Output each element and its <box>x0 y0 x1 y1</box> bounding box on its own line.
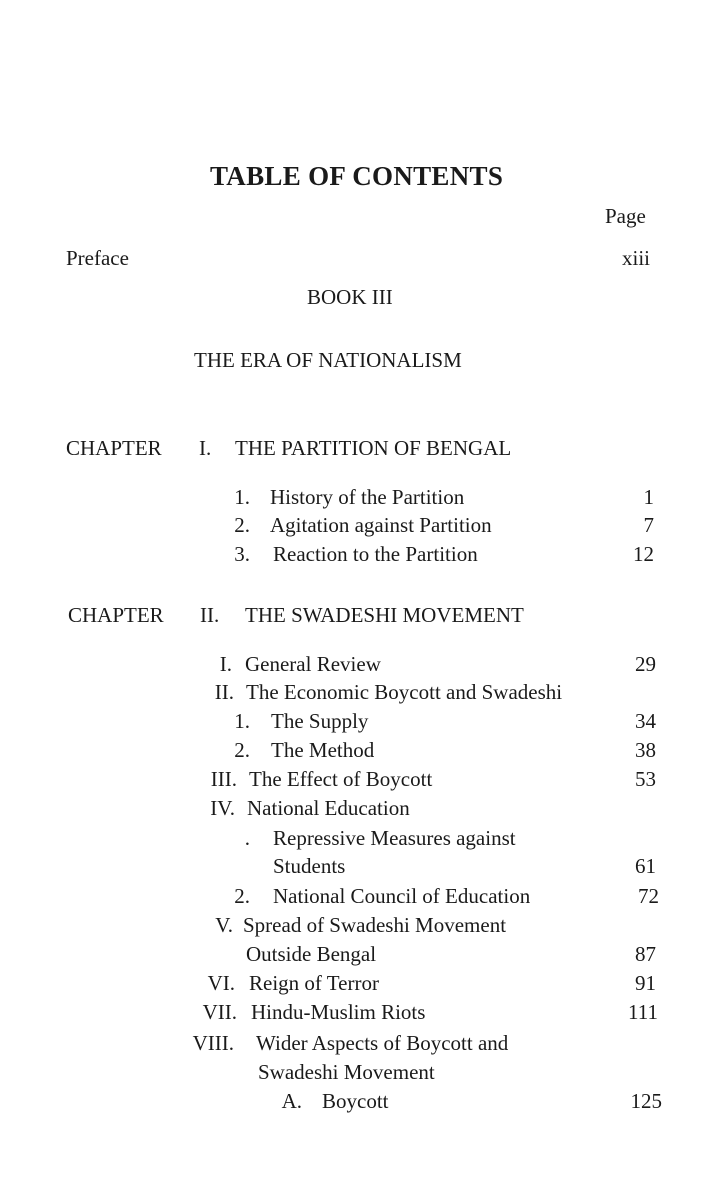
chapter-label: CHAPTER <box>68 603 164 627</box>
entry-text: National Council of Education <box>273 884 531 908</box>
entry-page: 12 <box>633 542 654 566</box>
preface-page: xiii <box>622 246 651 270</box>
entry-text: The Method <box>271 738 375 762</box>
entry-number: IV. <box>210 796 235 820</box>
entry-text: Wider Aspects of Boycott and <box>256 1031 509 1055</box>
entry-text: Hindu-Muslim Riots <box>251 1000 426 1024</box>
entry-page: 61 <box>635 854 656 878</box>
entry-page: 87 <box>635 942 656 966</box>
entry-page: 53 <box>635 767 656 791</box>
entry-text: Outside Bengal <box>246 942 377 966</box>
book-heading: BOOK III <box>307 285 393 309</box>
chapter-numeral: II. <box>200 603 220 627</box>
entry-page: 34 <box>635 709 656 733</box>
page-title: TABLE OF CONTENTS <box>210 161 504 191</box>
entry-number: VIII. <box>192 1031 234 1055</box>
entry-text: General Review <box>245 652 381 676</box>
entry-page: 125 <box>630 1089 662 1113</box>
chapter-title: THE PARTITION OF BENGAL <box>235 436 512 460</box>
entry-text: Students <box>273 854 346 878</box>
entry-number: VII. <box>202 1000 237 1024</box>
book-title: THE ERA OF NATIONALISM <box>194 348 462 372</box>
entry-text: The Economic Boycott and Swadeshi <box>246 680 563 704</box>
entry-number: 3. <box>234 542 250 566</box>
entry-number: 1. <box>234 709 250 733</box>
entry-text: Reign of Terror <box>249 971 379 995</box>
entry-page: 72 <box>638 884 659 908</box>
entry-number: VI. <box>207 971 235 995</box>
entry-text: Swadeshi Movement <box>258 1060 435 1084</box>
chapter-label: CHAPTER <box>66 436 162 460</box>
entry-text: Agitation against Partition <box>270 513 492 537</box>
entry-page: 38 <box>635 738 656 762</box>
entry-text: The Effect of Boycott <box>249 767 433 791</box>
entry-number: 1. <box>234 485 250 509</box>
entry-number: . <box>244 826 250 850</box>
page-column-header: Page <box>605 204 646 228</box>
chapter-title: THE SWADESHI MOVEMENT <box>245 603 524 627</box>
entry-page: 111 <box>628 1000 658 1024</box>
entry-text: History of the Partition <box>270 485 465 509</box>
entry-text: National Education <box>247 796 410 820</box>
entry-text: The Supply <box>271 709 369 733</box>
entry-number: 2. <box>234 884 250 908</box>
chapter-numeral: I. <box>199 436 212 460</box>
entry-number: 2. <box>234 513 250 537</box>
entry-page: 29 <box>635 652 656 676</box>
entry-text: Spread of Swadeshi Movement <box>243 913 507 937</box>
entry-page: 7 <box>643 513 654 537</box>
entry-text: Reaction to the Partition <box>273 542 478 566</box>
entry-number: III. <box>210 767 237 791</box>
entry-text: Boycott <box>322 1089 389 1113</box>
entry-number: 2. <box>234 738 250 762</box>
entry-page: 91 <box>635 971 656 995</box>
entry-number: A. <box>281 1089 302 1113</box>
entry-number: II. <box>214 680 234 704</box>
entry-page: 1 <box>643 485 654 509</box>
entry-number: I. <box>219 652 232 676</box>
preface-label: Preface <box>66 246 129 270</box>
entry-text: Repressive Measures against <box>273 826 516 850</box>
entry-number: V. <box>215 913 233 937</box>
